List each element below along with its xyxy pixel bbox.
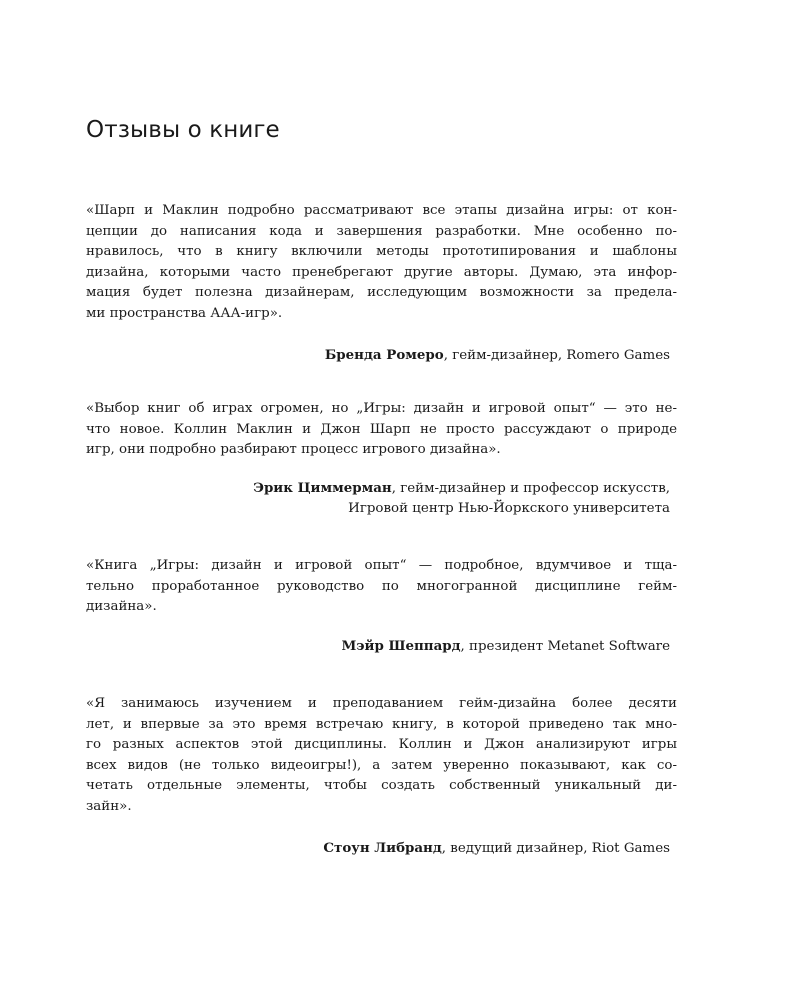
review-author: Мэйр Шеппард: [341, 637, 461, 654]
review-author: Бренда Ромеро: [324, 346, 444, 363]
quote-line: «Книга „Игры: дизайн и игровой опыт“ — подробное, вдумчивое и тща-: [86, 558, 677, 573]
review-quote: [86, 399, 677, 461]
quote-line: дизайна, которыми часто пренебрегают другие авторы. Думаю, эта инфор-: [86, 264, 677, 280]
review-author: Стоун Либранд: [323, 839, 442, 856]
review: [86, 694, 677, 859]
quote-line: цепции до написания кода и завершения разработки. Мне особенно по-: [86, 223, 677, 239]
review-quote: [86, 556, 677, 618]
quote-line: тельно проработанное руководство по многогранной дисциплине гейм-: [86, 578, 677, 594]
quote-line: «Шарп и Маклин подробно рассматривают все этапы дизайна игры: от кон-: [86, 203, 677, 218]
quote-line: «Я занимаюсь изучением и преподаванием гейм-дизайна более десяти: [86, 696, 677, 711]
review-author-affiliation: Игровой центр Нью-Йоркского университета: [348, 501, 670, 517]
quote-line: нравилось, что в книгу включили методы прототипирования и шаблоны: [86, 244, 677, 260]
review-author: Эрик Циммерман: [253, 479, 392, 496]
quote-line: ми пространства ААА-игр».: [86, 305, 283, 321]
quote-line: лет, и впервые за это время встречаю книгу, в которой приведено так мно-: [86, 716, 677, 732]
quote-line: четать отдельные элементы, чтобы создать собственный уникальный ди-: [86, 778, 677, 794]
review-author-role: , ведущий дизайнер, Riot Games: [441, 840, 670, 856]
quote-line: что новое. Коллин Маклин и Джон Шарп не просто рассуждают о природе: [86, 421, 677, 437]
review-attribution: [86, 345, 677, 367]
quote-line: зайн».: [86, 798, 132, 814]
review-author-role: , гейм-дизайнер и профессор искусств,: [391, 480, 670, 496]
review: [86, 201, 677, 366]
quote-line: всех видов (не только видеоигры!), а затем уверенно показывают, как со-: [86, 757, 677, 773]
quote-line: го разных аспектов этой дисциплины. Коллин и Джон анализируют игры: [86, 737, 677, 753]
review: [86, 399, 677, 520]
review-attribution: [86, 636, 677, 658]
review: [86, 556, 677, 657]
quote-line: «Выбор книг об играх огромен, но „Игры: дизайн и игровой опыт“ — это не-: [86, 401, 677, 416]
quote-line: дизайна».: [86, 599, 157, 615]
review-author-role: , гейм-дизайнер, Romero Games: [443, 347, 670, 363]
review-quote: [86, 694, 677, 818]
page-title: Отзывы о книге: [86, 117, 280, 143]
review-attribution: [86, 838, 677, 860]
review-quote: [86, 201, 677, 325]
review-attribution: [86, 478, 677, 520]
quote-line: игр, они подробно разбирают процесс игрового дизайна».: [86, 442, 501, 458]
quote-line: мация будет полезна дизайнерам, исследующим возможности за предела-: [86, 285, 677, 301]
review-author-role: , президент Metanet Software: [460, 638, 670, 654]
